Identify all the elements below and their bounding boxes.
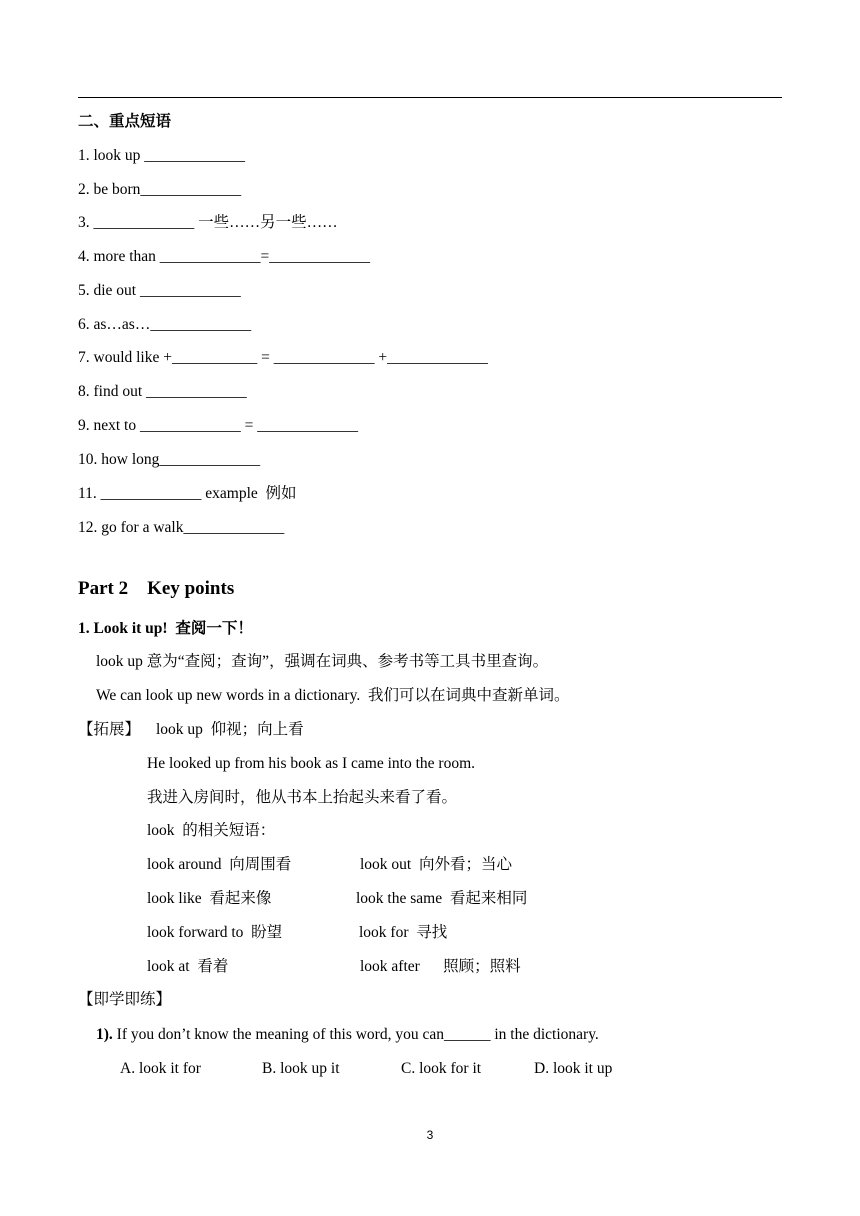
related-phrase: look like 看起来像 [147,890,272,907]
section-title: 二、重点短语 [78,113,172,130]
option-d: D. look it up [534,1060,613,1077]
related-phrase: look forward to 盼望 [147,924,283,941]
page-number: 3 [426,1128,434,1142]
phrase-item: 7. would like +___________ = _____________ +_____________ [78,349,488,366]
extension-example-en: He looked up from his book as I came into the room. [147,755,476,772]
phrase-item: 2. be born_____________ [78,181,242,198]
phrase-item: 3. _____________ 一些……另一些…… [78,214,338,231]
related-phrase: look out 向外看；当心 [360,856,512,873]
phrase-item: 9. next to _____________ = _____________ [78,417,358,434]
option-c: C. look for it [401,1060,482,1077]
related-phrase: look for 寻找 [359,924,448,941]
related-phrase: look around 向周围看 [147,856,292,873]
point-heading: 1. Look it up! 查阅一下！ [78,620,253,637]
phrase-item: 12. go for a walk_____________ [78,519,285,536]
option-b: B. look up it [262,1060,340,1077]
phrase-item: 5. die out _____________ [78,282,241,299]
related-label: look 的相关短语： [147,822,276,839]
phrase-item: 4. more than _____________=_____________ [78,248,371,265]
practice-label: 【即学即练】 [78,991,172,1008]
phrase-item: 6. as…as…_____________ [78,316,252,333]
phrase-item: 8. find out _____________ [78,383,247,400]
extension-example-cn: 我进入房间时，他从书本上抬起头来看了看。 [147,789,458,806]
phrase-item: 1. look up _____________ [78,147,246,164]
question-number: 1). [96,1026,113,1043]
extension-label: 【拓展】 [78,721,141,738]
related-phrase: look the same 看起来相同 [356,890,528,907]
header-rule [78,97,782,98]
point-example: We can look up new words in a dictionary. 我们可以在词典中查新单词。 [96,687,570,704]
phrase-item: 11. _____________ example 例如 [78,485,297,502]
related-phrase: look at 看着 [147,958,229,975]
question [96,1025,599,1045]
option-a: A. look it for [120,1060,201,1077]
extension-phrase: look up 仰视；向上看 [156,721,304,738]
point-explanation: look up 意为“查阅；查询”，强调在词典、参考书等工具书里查询。 [96,653,549,670]
related-phrase: look after 照顾；照料 [360,958,521,975]
part-title: Part 2 Key points [78,578,235,599]
question-text: If you don’t know the meaning of this word, you can______ in the dictionary. [112,1026,599,1043]
phrase-item: 10. how long_____________ [78,451,261,468]
